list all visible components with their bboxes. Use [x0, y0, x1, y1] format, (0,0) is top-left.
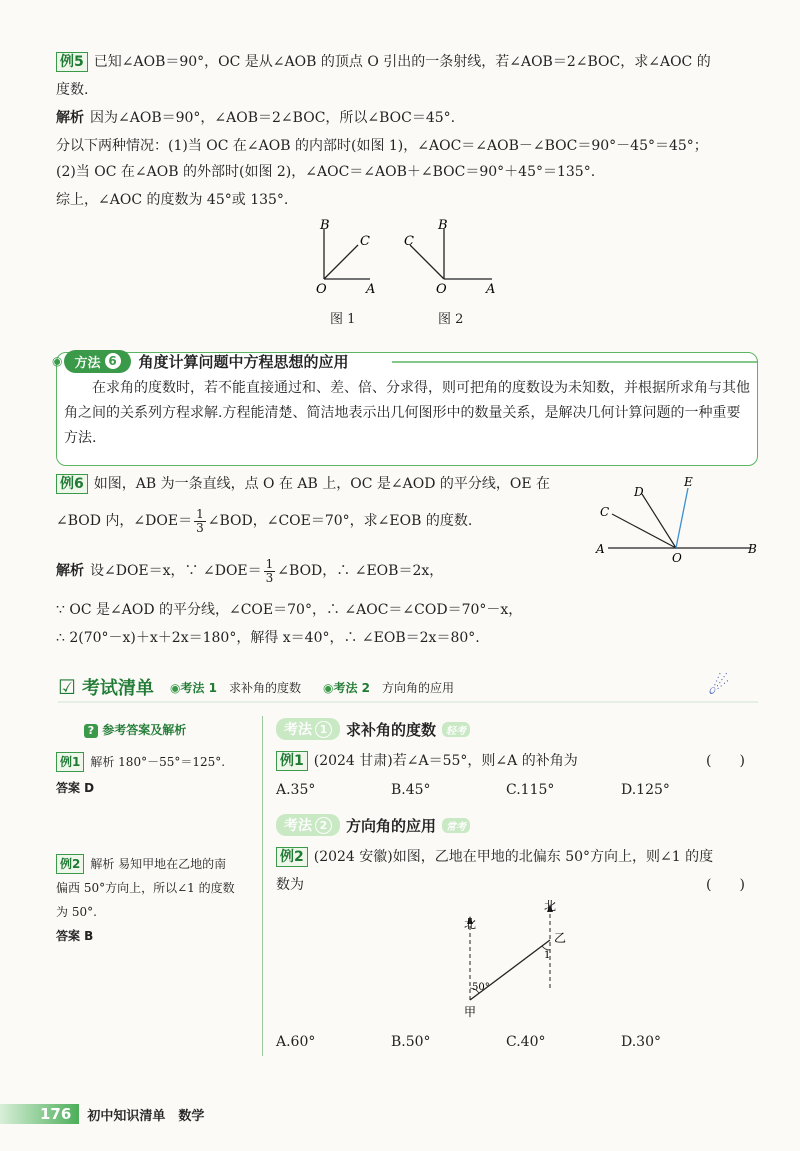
fig1-label-c: C	[360, 234, 370, 249]
k1-option-b[interactable]: B.45°	[391, 782, 431, 798]
ex6-tag: 例6	[56, 474, 88, 494]
k1-option-c[interactable]: C.115°	[506, 782, 555, 798]
fig1-label-a: A	[366, 282, 376, 297]
ex5-solution-line4: 综上，∠AOC 的度数为 45°或 135°.	[56, 192, 289, 208]
ex5-figure-1	[300, 215, 400, 300]
fig1-label-b: B	[320, 218, 330, 233]
k2-options	[276, 1034, 736, 1050]
fraction-one-third-2: $\frac{1}{3}$	[265, 556, 274, 585]
kaofa2-pill: 考法 2	[276, 814, 340, 836]
ex6-solution-line2: ∵ OC 是∠AOD 的平分线，∠COE＝70°，∴ ∠AOC＝∠COD＝70°－x，	[56, 602, 523, 618]
k1-options	[276, 782, 736, 798]
fig2-label-o: O	[436, 282, 447, 297]
side-e1: 例1 解析 180°－55°＝125°.	[56, 750, 256, 774]
exam-k1: ◉考法 1 求补角的度数	[169, 680, 301, 695]
key-icon: ?	[84, 724, 98, 738]
k2-north-label-2: 北	[544, 899, 557, 913]
fig6-label-b: B	[748, 542, 757, 556]
k2-angle-label: 50°	[472, 982, 490, 993]
kaofa1-header	[276, 718, 470, 740]
k2-yi-label: 乙	[554, 931, 567, 945]
k1-option-d[interactable]: D.125°	[621, 782, 670, 798]
fig6-label-c: C	[600, 505, 610, 519]
k2-jia-label: 甲	[464, 1005, 477, 1019]
ex6-figure	[590, 470, 770, 570]
page-number: 176	[0, 1104, 79, 1124]
ex5-solution-line3: (2)当 OC 在∠AOB 的外部时(如图 2)，∠AOC＝∠AOB＋∠BOC＝90°＋45°＝135°.	[56, 164, 596, 180]
k1-question: 例1 (2024 甘肃)若∠A＝55°，则∠A 的补角为	[276, 750, 578, 772]
fig1-caption: 图 1	[330, 312, 356, 327]
ex5-tag: 例5	[56, 52, 88, 72]
doodle-icon: ☄	[708, 672, 730, 700]
ex5-question-line1: 例5 已知∠AOB＝90°，OC 是从∠AOB 的顶点 O 引出的一条射线，若∠AOB＝2∠BOC，求∠AOC 的	[56, 52, 711, 72]
fig1-label-o: O	[316, 282, 327, 297]
ex5-solution-line1: 解析 因为∠AOB＝90°，∠AOB＝2∠BOC，所以∠BOC＝45°.	[56, 110, 456, 126]
k2-option-c[interactable]: C.40°	[506, 1034, 546, 1050]
k2-question-line2: 数为	[276, 877, 304, 893]
fig6-label-o: O	[672, 551, 682, 565]
k2-option-d[interactable]: D.30°	[621, 1034, 661, 1050]
kaofa1-pill: 考法 1	[276, 718, 340, 740]
k2-option-a[interactable]: A.60°	[276, 1034, 316, 1050]
k2-direction-figure	[440, 896, 590, 1022]
k2-paren: ( )	[706, 877, 745, 893]
exam-title: 考试清单	[81, 678, 154, 699]
method-pill: 方法 6	[64, 350, 130, 373]
method-title: 角度计算问题中方程思想的应用	[138, 352, 349, 371]
ex6-solution-line1: 解析 设∠DOE＝x，∵ ∠DOE＝ $\frac{1}{3}$ ∠BOD，∴ ∠EOB＝2x，	[56, 556, 444, 585]
side-e2: 例2 解析 易知甲地在乙地的南 偏西 50°方向上，所以∠1 的度数 为 50°.	[56, 852, 256, 924]
fig2-label-b: B	[438, 218, 448, 233]
fig6-label-a: A	[596, 542, 605, 556]
method-dot-icon: ◉	[52, 354, 63, 368]
ex6-solution-line3: ∴ 2(70°－x)＋x＋2x＝180°，解得 x＝40°，∴ ∠EOB＝2x＝80°.	[56, 630, 480, 646]
kaofa1-badge: 轻考	[442, 722, 470, 737]
fig2-label-a: A	[486, 282, 496, 297]
kaofa1-title: 求补角的度数	[346, 720, 437, 739]
method-text: 在求角的度数时，若不能直接通过和、差、倍、分求得，则可把角的度数设为未知数，并根据所求角与其他角之间的关系列方程求解.方程能清楚、简洁地表示出几何图形中的数量关系，是解决几何计算问题的一种重要方法.	[64, 380, 750, 446]
ex5-solution-line2: 分以下两种情况：(1)当 OC 在∠AOB 的内部时(如图 1)，∠AOC＝∠AOB－∠BOC＝90°－45°＝45°；	[56, 138, 708, 154]
side-e1-answer: 答案 D	[56, 781, 95, 795]
k2-question-line1: 例2 (2024 安徽)如图，乙地在甲地的北偏东 50°方向上，则∠1 的度	[276, 846, 713, 868]
k2-option-b[interactable]: B.50°	[391, 1034, 431, 1050]
column-divider	[262, 716, 263, 1056]
fig6-label-e: E	[684, 475, 693, 489]
ex6-question-line2: ∠BOD 内，∠DOE＝ $\frac{1}{3}$ ∠BOD，∠COE＝70°，求∠EOB 的度数.	[56, 506, 473, 535]
k1-option-a[interactable]: A.35°	[276, 782, 316, 798]
exam-checklist-bar	[58, 672, 738, 706]
k2-north-label-1: 北	[464, 917, 477, 931]
ex5-question-line2: 度数.	[56, 82, 89, 98]
checkbox-icon: ☑	[58, 675, 76, 699]
k2-angle1-label: 1	[544, 950, 551, 961]
fig2-caption: 图 2	[438, 312, 464, 327]
method-header	[52, 348, 349, 374]
side-heading: ? 参考答案及解析	[56, 718, 256, 742]
kaofa2-title: 方向角的应用	[346, 816, 437, 835]
ex5-figure-2	[400, 215, 510, 300]
exam-k2: ◉考法 2 方向角的应用	[322, 680, 455, 695]
page-footer	[0, 1104, 204, 1124]
ex6-question-line1: 例6 如图，AB 为一条直线，点 O 在 AB 上，OC 是∠AOD 的平分线，OE 在	[56, 474, 550, 494]
k1-paren: ( )	[706, 753, 745, 769]
kaofa2-header	[276, 814, 470, 836]
fig2-label-c: C	[404, 234, 414, 249]
footer-text: 初中知识清单 数学	[87, 1108, 205, 1124]
side-e2-answer: 答案 B	[56, 929, 94, 943]
kaofa2-badge: 常考	[442, 818, 470, 833]
method-underline	[392, 360, 758, 364]
fraction-one-third: $\frac{1}{3}$	[196, 506, 204, 535]
fig6-label-d: D	[634, 485, 644, 499]
